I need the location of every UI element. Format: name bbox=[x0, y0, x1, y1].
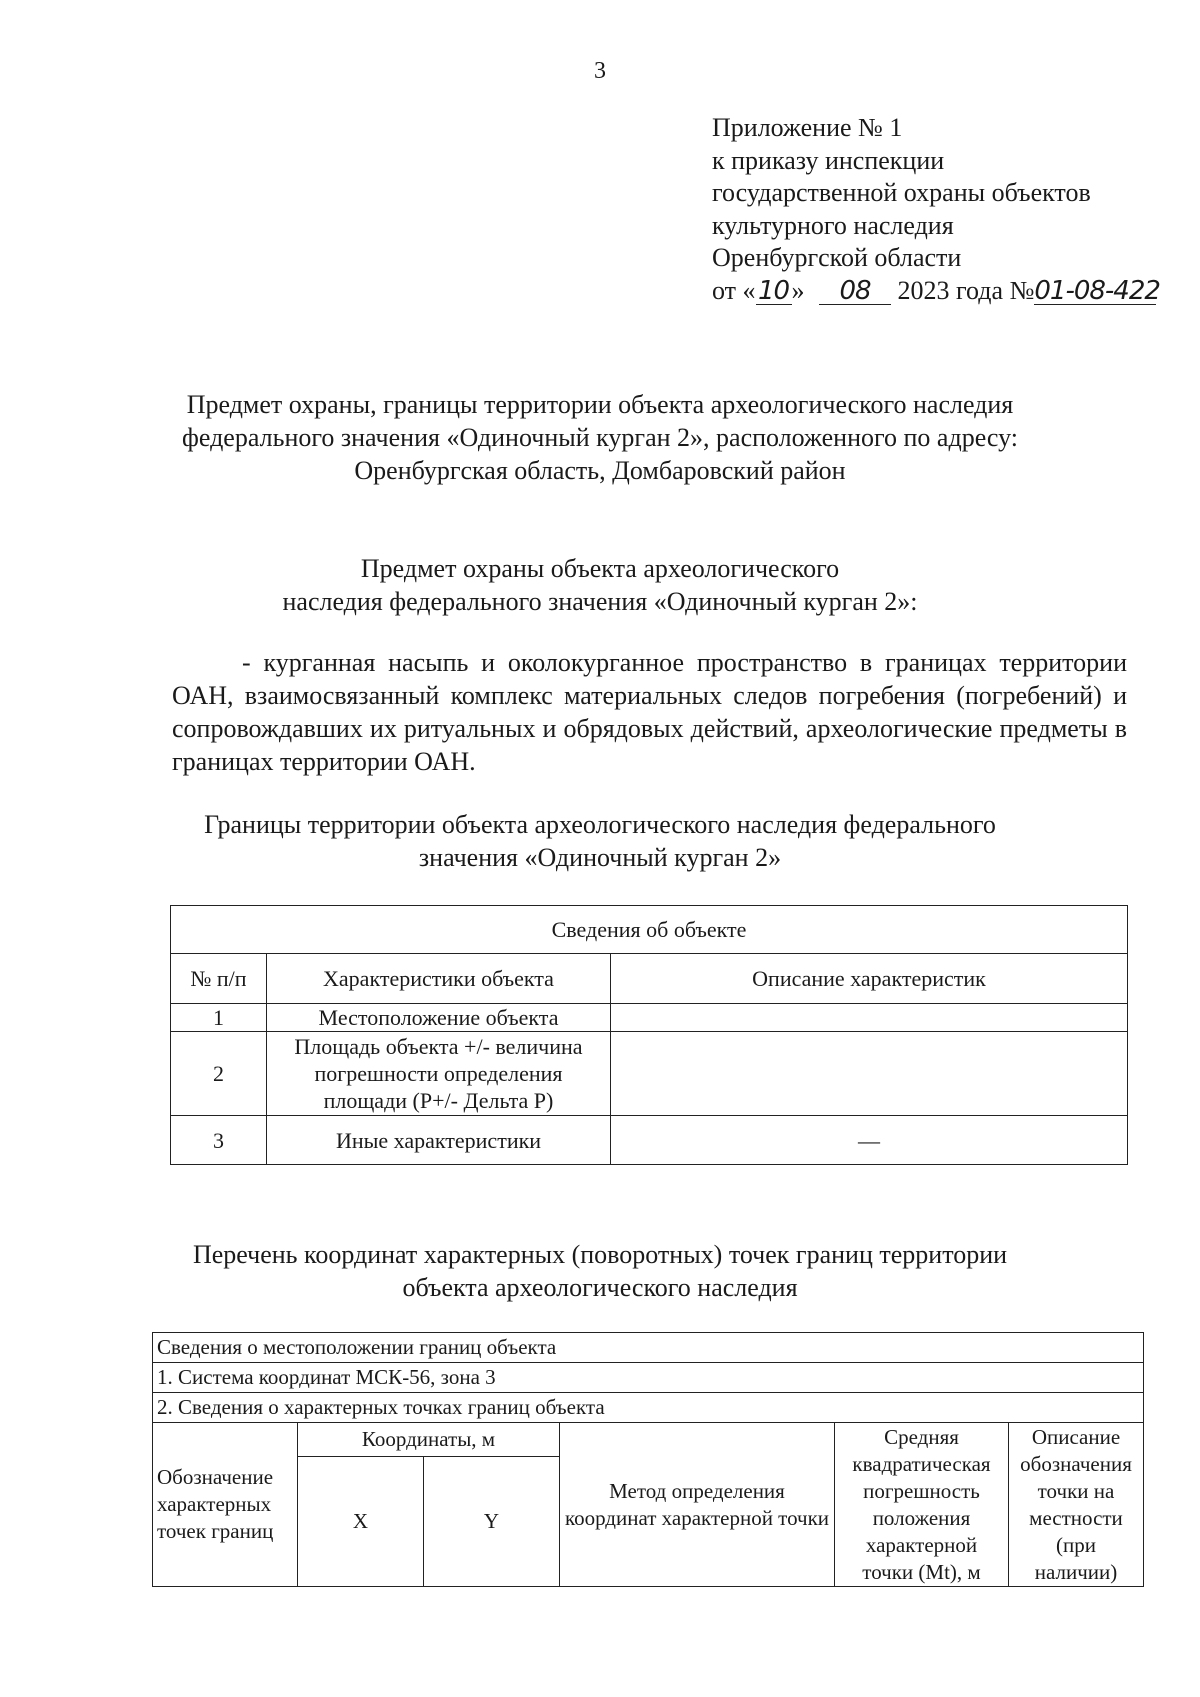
coords-heading-line: объекта археологического наследия bbox=[402, 1273, 798, 1302]
appendix-line: государственной охраны объектов bbox=[712, 178, 1091, 207]
header-x: X bbox=[298, 1457, 424, 1587]
title-line: Предмет охраны, границы территории объекта археологического наследия bbox=[186, 390, 1014, 419]
table-row bbox=[171, 1004, 1128, 1032]
date-close: » bbox=[791, 275, 805, 305]
appendix-block bbox=[712, 112, 1160, 307]
row-desc bbox=[611, 1004, 1128, 1032]
subject-heading-line: Предмет охраны объекта археологического bbox=[360, 554, 840, 583]
header-description: Описание характеристик bbox=[611, 954, 1128, 1004]
header-method: Метод определения координат характерной точки bbox=[560, 1423, 835, 1587]
row-number: 1 bbox=[171, 1004, 267, 1032]
header-error: Средняя квадратическая погрешность положения характерной точки (Mt), м bbox=[835, 1423, 1009, 1587]
subject-heading bbox=[200, 552, 1000, 618]
header-point-description: Описание обозначения точки на местности (при наличии) bbox=[1009, 1423, 1144, 1587]
header-designation: Обозначение характерных точек границ bbox=[153, 1423, 298, 1587]
coords-heading bbox=[120, 1238, 1080, 1304]
coordinate-system-row: 1. Система координат МСК-56, зона 3 bbox=[153, 1363, 1144, 1393]
handwritten-order-number: 01-08-422 bbox=[1034, 275, 1160, 306]
appendix-line: Оренбургской области bbox=[712, 243, 962, 272]
row-name: Местоположение объекта bbox=[267, 1004, 611, 1032]
document-title bbox=[120, 388, 1080, 487]
subject-heading-line: наследия федерального значения «Одиночный курган 2»: bbox=[282, 587, 918, 616]
row-number: 2 bbox=[171, 1032, 267, 1116]
page-number: 3 bbox=[594, 58, 606, 84]
row-desc bbox=[611, 1032, 1128, 1116]
points-info-row: 2. Сведения о характерных точках границ объекта bbox=[153, 1393, 1144, 1423]
bounds-heading-line: Границы территории объекта археологического наследия федерального bbox=[204, 810, 996, 839]
title-line: Оренбургская область, Домбаровский район bbox=[354, 456, 846, 485]
location-info-row: Сведения о местоположении границ объекта bbox=[153, 1333, 1144, 1363]
object-info-table bbox=[170, 905, 1128, 1165]
date-prefix: от « bbox=[712, 275, 756, 305]
bounds-heading-line: значения «Одиночный курган 2» bbox=[418, 843, 782, 872]
appendix-line: к приказу инспекции bbox=[712, 145, 945, 175]
header-number: № п/п bbox=[171, 954, 267, 1004]
subject-text: - курганная насыпь и околокурганное пространство в границах территории ОАН, взаимосвязанный комплекс материальных следов погребения (погребений) и сопровождавших их ритуальных и обрядовых действий, археологические предметы в границах территории ОАН. bbox=[172, 648, 1127, 776]
row-desc: — bbox=[611, 1116, 1128, 1165]
appendix-title: Приложение № 1 bbox=[712, 113, 903, 142]
coordinates-table bbox=[152, 1332, 1144, 1587]
object-table-caption: Сведения об объекте bbox=[171, 906, 1128, 954]
coords-heading-line: Перечень координат характерных (поворотных) точек границ территории bbox=[192, 1240, 1008, 1269]
handwritten-day: 10 bbox=[756, 278, 792, 305]
row-number: 3 bbox=[171, 1116, 267, 1165]
table-row bbox=[171, 1032, 1128, 1116]
header-characteristics: Характеристики объекта bbox=[267, 954, 611, 1004]
header-coordinates: Координаты, м bbox=[298, 1423, 560, 1457]
appendix-line: культурного наследия bbox=[712, 210, 954, 240]
row-name: Площадь объекта +/- величина погрешности определения площади (P+/- Дельта P) bbox=[267, 1032, 611, 1116]
subject-paragraph bbox=[172, 646, 1127, 778]
row-name: Иные характеристики bbox=[267, 1116, 611, 1165]
bounds-heading bbox=[120, 808, 1080, 874]
year-text: 2023 года № bbox=[897, 275, 1035, 305]
title-line: федерального значения «Одиночный курган 2», расположенного по адресу: bbox=[182, 423, 1018, 452]
handwritten-month: 08 bbox=[819, 278, 891, 305]
order-date-line bbox=[712, 275, 1160, 308]
table-row bbox=[171, 1116, 1128, 1165]
header-y: Y bbox=[424, 1457, 560, 1587]
